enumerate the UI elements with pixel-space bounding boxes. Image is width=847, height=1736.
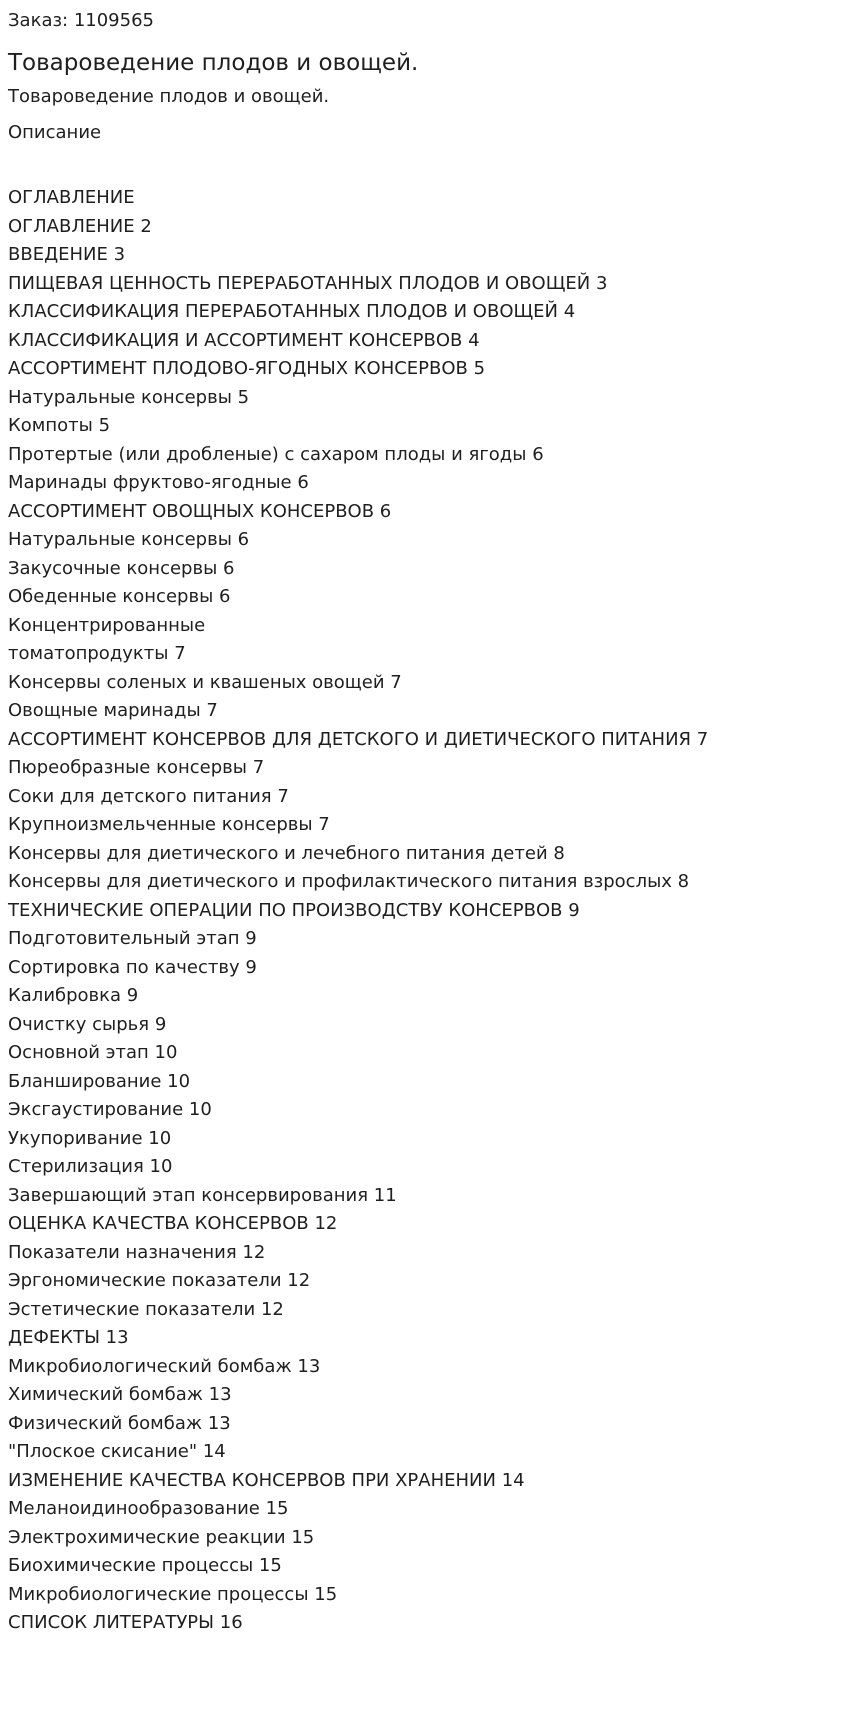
toc-entry: Завершающий этап консервирования 11	[8, 1184, 397, 1206]
toc-entry: Показатели назначения 12	[8, 1241, 266, 1263]
toc-entry: Протертые (или дробленые) с сахаром плоды и ягоды 6	[8, 443, 544, 465]
toc-entry: Консервы соленых и квашеных овощей 7	[8, 671, 402, 693]
toc-entry: Очистку сырья 9	[8, 1013, 167, 1035]
table-of-contents	[8, 184, 847, 1638]
toc-entry: Основной этап 10	[8, 1042, 178, 1063]
toc-entry: Эксгаустирование 10	[8, 1099, 212, 1120]
toc-entry: ДЕФЕКТЫ 13	[8, 1327, 129, 1348]
toc-entry: Консервы для диетического и лечебного питания детей 8	[8, 842, 565, 864]
toc-entry: Эргономические показатели 12	[8, 1270, 311, 1291]
toc-entry: Физический бомбаж 13	[8, 1412, 231, 1434]
toc-entry: Натуральные консервы 5	[8, 386, 250, 408]
toc-entry: АССОРТИМЕНТ КОНСЕРВОВ ДЛЯ ДЕТСКОГО И ДИЕТИЧЕСКОГО ПИТАНИЯ 7	[8, 728, 709, 750]
toc-entry: Крупноизмельченные консервы 7	[8, 814, 330, 835]
toc-entry: Эстетические показатели 12	[8, 1298, 284, 1320]
toc-entry: Обеденные консервы 6	[8, 586, 231, 607]
page-title: Товароведение плодов и овощей.	[8, 50, 419, 76]
toc-entry: Стерилизация 10	[8, 1156, 173, 1177]
toc-entry: Бланширование 10	[8, 1070, 191, 1092]
toc-entry: Овощные маринады 7	[8, 700, 218, 721]
toc-entry: Маринады фруктово-ягодные 6	[8, 472, 309, 493]
toc-entry: Микробиологический бомбаж 13	[8, 1355, 321, 1377]
toc-entry: "Плоское скисание" 14	[8, 1441, 226, 1462]
toc-entry: Пюреобразные консервы 7	[8, 757, 265, 778]
toc-entry: Соки для детского питания 7	[8, 785, 289, 807]
toc-entry: ОЦЕНКА КАЧЕСТВА КОНСЕРВОВ 12	[8, 1213, 338, 1234]
toc-entry: Натуральные консервы 6	[8, 529, 250, 550]
toc-entry: ТЕХНИЧЕСКИЕ ОПЕРАЦИИ ПО ПРОИЗВОДСТВУ КОНСЕРВОВ 9	[8, 899, 580, 921]
toc-entry: КЛАССИФИКАЦИЯ ПЕРЕРАБОТАННЫХ ПЛОДОВ И ОВОЩЕЙ 4	[8, 301, 576, 322]
toc-entry: Концентрированные	[8, 614, 206, 636]
toc-entry: томатопродукты 7	[8, 643, 186, 664]
toc-entry: Химический бомбаж 13	[8, 1384, 232, 1405]
toc-entry: Сортировка по качеству 9	[8, 956, 257, 978]
order-number: Заказ: 1109565	[8, 10, 154, 31]
page-subtitle: Товароведение плодов и овощей.	[8, 86, 330, 107]
toc-entry: Укупоривание 10	[8, 1127, 172, 1149]
toc-entry: АССОРТИМЕНТ ОВОЩНЫХ КОНСЕРВОВ 6	[8, 500, 392, 522]
description-label: Описание	[8, 122, 102, 143]
toc-entry: ПИЩЕВАЯ ЦЕННОСТЬ ПЕРЕРАБОТАННЫХ ПЛОДОВ И ОВОЩЕЙ 3	[8, 272, 608, 294]
toc-entry: КЛАССИФИКАЦИЯ И АССОРТИМЕНТ КОНСЕРВОВ 4	[8, 329, 480, 351]
toc-entry: Консервы для диетического и профилактического питания взрослых 8	[8, 871, 690, 892]
toc-entry: ОГЛАВЛЕНИЕ	[8, 187, 135, 208]
toc-entry: ВВЕДЕНИЕ 3	[8, 244, 126, 265]
toc-entry: ИЗМЕНЕНИЕ КАЧЕСТВА КОНСЕРВОВ ПРИ ХРАНЕНИИ 14	[8, 1469, 525, 1491]
toc-entry: Меланоидинообразование 15	[8, 1498, 289, 1519]
toc-entry: Биохимические процессы 15	[8, 1555, 282, 1576]
toc-entry: Микробиологические процессы 15	[8, 1583, 338, 1605]
toc-entry: Подготовительный этап 9	[8, 928, 257, 949]
toc-entry: СПИСОК ЛИТЕРАТУРЫ 16	[8, 1612, 243, 1633]
toc-entry: Электрохимические реакции 15	[8, 1526, 315, 1548]
toc-entry: Калибровка 9	[8, 985, 139, 1006]
toc-entry: АССОРТИМЕНТ ПЛОДОВО-ЯГОДНЫХ КОНСЕРВОВ 5	[8, 358, 486, 379]
toc-entry: ОГЛАВЛЕНИЕ 2	[8, 215, 152, 237]
toc-entry: Компоты 5	[8, 415, 111, 436]
toc-entry: Закусочные консервы 6	[8, 557, 235, 579]
